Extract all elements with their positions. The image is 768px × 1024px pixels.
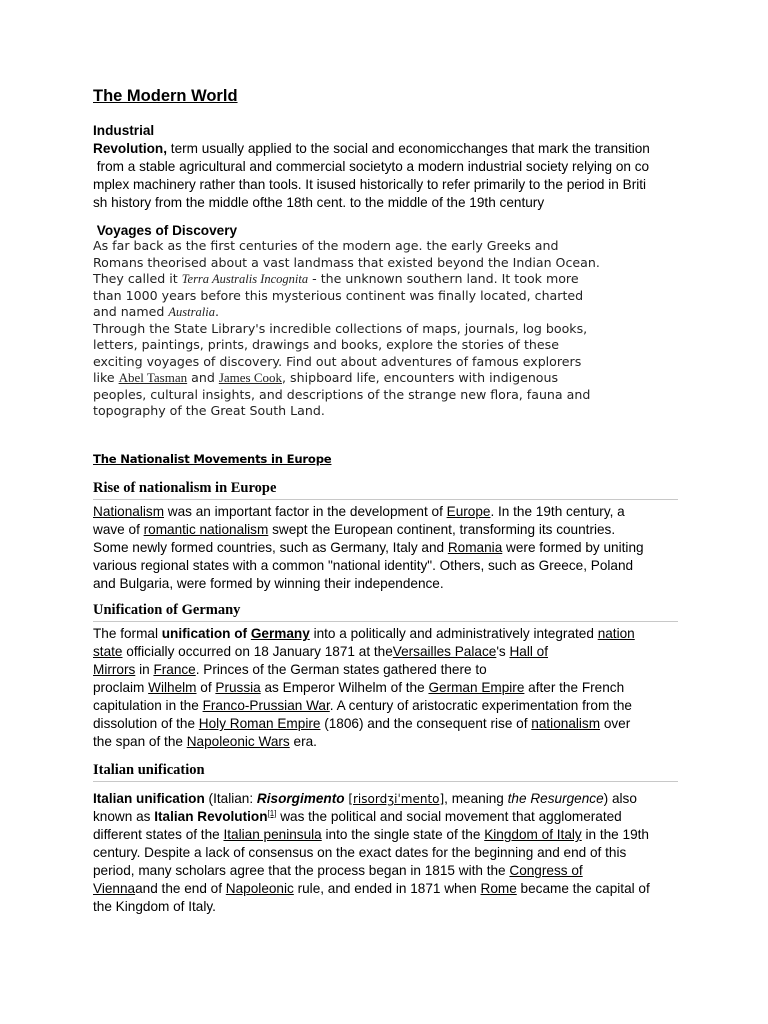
industrial-text-line3: mplex machinery rather than tools. It isused historically to refer primarily to the period in Briti bbox=[93, 177, 647, 192]
industrial-heading: Industrial bbox=[93, 123, 155, 138]
german-empire-link[interactable]: German Empire bbox=[428, 680, 525, 695]
voyages-line: than 1000 years before this mysterious continent was finally located, charted bbox=[93, 287, 584, 303]
ipa-pronunciation-link[interactable]: [risordʒiˈmento] bbox=[348, 792, 445, 806]
voyages-line: Through the State Library's incredible collections of maps, journals, log books, bbox=[93, 320, 588, 336]
italian-unification-heading: Italian unification bbox=[93, 762, 678, 782]
congress-of-vienna-link[interactable]: Congress of bbox=[509, 863, 583, 878]
romantic-nationalism-link[interactable]: romantic nationalism bbox=[143, 522, 269, 537]
germany-link[interactable]: Germany bbox=[250, 626, 310, 641]
industrial-text-line1: term usually applied to the social and economicchanges that mark the transition bbox=[167, 141, 650, 156]
industrial-revolution-section bbox=[93, 122, 683, 212]
italian-peninsula-link[interactable]: Italian peninsula bbox=[223, 827, 322, 842]
industrial-term: Revolution, bbox=[93, 141, 168, 156]
page-title: The Modern World bbox=[93, 87, 238, 105]
james-cook-link[interactable]: James Cook bbox=[218, 370, 283, 385]
wilhelm-link[interactable]: Wilhelm bbox=[148, 680, 197, 695]
voyages-line: peoples, cultural insights, and descriptions of the strange new flora, fauna and bbox=[93, 386, 591, 402]
nationalist-movements-heading: The Nationalist Movements in Europe bbox=[93, 452, 332, 466]
prussia-link[interactable]: Prussia bbox=[215, 680, 261, 695]
italian-unification-body: Italian unification (Italian: Risorgimento [risordʒiˈmento], meaning the Resurgence) also known as Italian Revolution[1] was the political and social movement that agglomerated different states of the Italian peninsula into the single state of the Kingdom of Italy in the 19th century. Despite a lack of consensus on the exact dates for the beginning and end of this period, many scholars agree that the process began in 1815 with the Congress of Viennaand the end of Napoleonic rule, and ended in 1871 when Rome became the capital of the Kingdom of Italy. bbox=[93, 790, 683, 916]
holy-roman-empire-link[interactable]: Holy Roman Empire bbox=[198, 716, 321, 731]
voyages-line: letters, paintings, prints, drawings and books, explore the stories of these bbox=[93, 337, 559, 352]
franco-prussian-war-link[interactable]: Franco-Prussian War bbox=[202, 698, 330, 713]
abel-tasman-link[interactable]: Abel Tasman bbox=[118, 370, 188, 385]
italy-text-line: century. Despite a lack of consensus on the exact dates for the beginning and end of this bbox=[93, 845, 627, 860]
kingdom-of-italy-link[interactable]: Kingdom of Italy bbox=[484, 827, 582, 842]
nation-state-link[interactable]: nation bbox=[597, 626, 635, 641]
rise-of-nationalism-heading: Rise of nationalism in Europe bbox=[93, 480, 678, 500]
terra-australis-term: Terra Australis Incognita bbox=[181, 272, 309, 286]
nation-state-link[interactable]: state bbox=[93, 644, 123, 659]
versailles-palace-link[interactable]: Versailles Palace bbox=[392, 644, 497, 659]
unification-germany-body: The formal unification of Germany into a politically and administratively integrated nation state officially occurred on 18 January 1871 at theVersailles Palace's Hall of Mirrors in France. Princes of the German states gathered there to proclaim Wilhelm of Prussia as Emperor Wilhelm of the German Empire after the French capitulation in the Franco-Prussian War. A century of aristocratic experimentation from the dissolution of the Holy Roman Empire (1806) and the consequent rise of nationalism over the span of the Napoleonic Wars era. bbox=[93, 626, 635, 749]
voyages-heading: Voyages of Discovery bbox=[93, 223, 238, 238]
romania-link[interactable]: Romania bbox=[447, 540, 503, 555]
hall-of-mirrors-link[interactable]: Mirrors bbox=[93, 662, 136, 677]
voyages-line: topography of the Great South Land. bbox=[93, 403, 325, 418]
hall-of-mirrors-link[interactable]: Hall of bbox=[509, 644, 549, 659]
industrial-text-line2: from a stable agricultural and commercial societyto a modern industrial society relying on co bbox=[93, 159, 650, 174]
france-link[interactable]: France bbox=[153, 662, 196, 677]
voyages-line: exciting voyages of discovery. Find out about adventures of famous explorers bbox=[93, 353, 582, 369]
napoleonic-link[interactable]: Napoleonic bbox=[225, 881, 294, 896]
nationalism-link[interactable]: Nationalism bbox=[93, 504, 165, 519]
italy-text-line: the Kingdom of Italy. bbox=[93, 899, 216, 914]
footnote-1-link[interactable]: [1] bbox=[267, 809, 277, 818]
unification-germany-heading: Unification of Germany bbox=[93, 602, 678, 622]
congress-of-vienna-link[interactable]: Vienna bbox=[93, 881, 136, 896]
australia-term: Australia bbox=[168, 305, 215, 319]
industrial-text-line4: sh history from the middle ofthe 18th cent. to the middle of the 19th century bbox=[93, 195, 545, 210]
rise-of-nationalism-body: Nationalism was an important factor in the development of Europe. In the 19th century, a wave of romantic nationalism swept the European continent, transforming its countries. Some newly formed countries, such as Germany, Italy and Romania were formed by uniting various regional states with a common "national identity". Others, such as Greece, Poland and Bulgaria, were formed by winning their independence. bbox=[93, 503, 683, 593]
rome-link[interactable]: Rome bbox=[480, 881, 517, 896]
voyages-line: Romans theorised about a vast landmass that existed beyond the Indian Ocean. bbox=[93, 254, 600, 270]
nationalism-link[interactable]: nationalism bbox=[531, 716, 601, 731]
rise-text-line: and Bulgaria, were formed by winning their independence. bbox=[93, 576, 444, 591]
europe-link[interactable]: Europe bbox=[446, 504, 491, 519]
voyages-body: As far back as the first centuries of the modern age. the early Greeks and Romans theorised about a vast landmass that existed beyond the Indian Ocean. They called it Terra Australis Incognita - the unknown southern land. It took more than 1000 years before this mysterious continent was finally located, charted and named Australia. Through the State Library's incredible collections of maps, journals, log books, letters, paintings, prints, drawings and books, explore the stories of these exciting voyages of discovery. Find out about adventures of famous explorers like Abel Tasman and James Cook, shipboard life, encounters with indigenous peoples, cultural insights, and descriptions of the strange new flora, fauna and topography of the Great South Land. bbox=[93, 238, 693, 420]
napoleonic-wars-link[interactable]: Napoleonic Wars bbox=[186, 734, 290, 749]
rise-text-line: various regional states with a common "national identity". Others, such as Greece, Poland bbox=[93, 558, 634, 573]
voyages-line: As far back as the first centuries of the modern age. the early Greeks and bbox=[93, 238, 559, 253]
